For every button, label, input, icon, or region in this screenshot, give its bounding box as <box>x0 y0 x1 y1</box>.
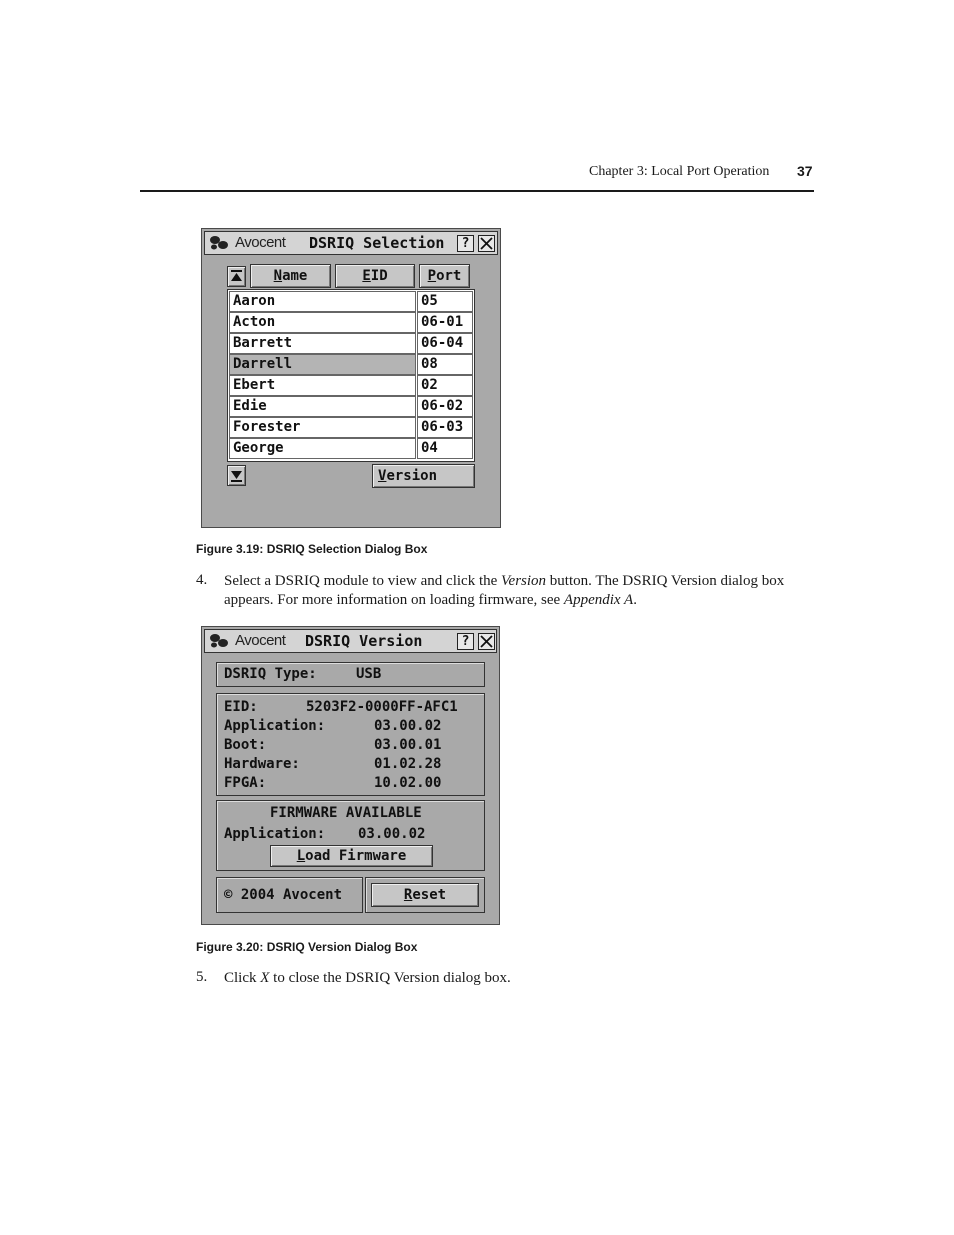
load-firmware-button[interactable]: Load Firmware <box>270 845 433 867</box>
step-5-text <box>224 969 824 988</box>
dsriq-type-group <box>216 662 485 687</box>
list-item-port[interactable]: 02 <box>417 375 473 396</box>
dsriq-version-dialog <box>201 626 500 925</box>
list-item-port[interactable]: 06-03 <box>417 417 473 438</box>
dialog-title: DSRIQ Version <box>305 632 423 650</box>
dsriq-type-label: DSRIQ Type: <box>224 666 317 682</box>
info-value: 10.02.00 <box>374 775 442 791</box>
info-value: 5203F2-0000FF-AFC1 <box>306 699 458 715</box>
header-rule <box>140 190 814 192</box>
reset-group <box>365 877 485 913</box>
firmware-heading: FIRMWARE AVAILABLE <box>270 805 422 821</box>
column-header-name[interactable]: Name <box>250 264 331 288</box>
close-button[interactable] <box>478 633 495 650</box>
column-header-port[interactable]: Port <box>419 264 470 288</box>
info-value: 01.02.28 <box>374 756 442 772</box>
header-chapter: Chapter 3: Local Port Operation <box>589 164 770 179</box>
list-item-port[interactable]: 06-01 <box>417 312 473 333</box>
help-button[interactable]: ? <box>457 633 474 650</box>
step-4-version-ref: Version <box>501 573 547 589</box>
list-item-name[interactable]: Darrell <box>229 354 416 375</box>
list-item-name[interactable]: Edie <box>229 396 416 417</box>
step-4-text <box>224 572 824 610</box>
list-item-name[interactable]: George <box>229 438 416 459</box>
list-item-port[interactable]: 05 <box>417 291 473 312</box>
step-4-appendix-ref: Appendix A <box>563 592 634 608</box>
column-header-eid[interactable]: EID <box>335 264 415 288</box>
arrow-down-icon <box>228 466 245 485</box>
list-item-port[interactable]: 06-02 <box>417 396 473 417</box>
help-button[interactable]: ? <box>457 235 474 252</box>
list-item-name[interactable]: Ebert <box>229 375 416 396</box>
avocent-logo-text: Avocent <box>235 632 286 649</box>
list-item-name[interactable]: Forester <box>229 417 416 438</box>
firmware-available-group <box>216 800 485 871</box>
arrow-up-icon <box>228 267 245 286</box>
dsriq-selection-dialog <box>201 228 501 528</box>
firmware-application-label: Application: <box>224 826 326 842</box>
scroll-up-button[interactable] <box>227 266 246 287</box>
step-5-text-b: to close the DSRIQ Version dialog box. <box>269 970 511 986</box>
step-5-number: 5. <box>196 969 208 985</box>
page-number: 37 <box>797 163 813 179</box>
step-5-text-a: Click <box>224 970 261 986</box>
list-item-name[interactable]: Acton <box>229 312 416 333</box>
version-button[interactable]: Version <box>372 464 475 488</box>
selection-titlebar <box>204 231 498 255</box>
step-5-x-ref: X <box>260 970 270 986</box>
info-label: FPGA: <box>224 775 267 791</box>
step-4-text-b: button. The DSRIQ Version dialog box appears. For more information on loading firmware, see <box>224 573 785 608</box>
info-label: Boot: <box>224 737 267 753</box>
dsriq-list <box>227 289 475 462</box>
avocent-logo-text: Avocent <box>235 234 286 251</box>
info-label: EID: <box>224 699 258 715</box>
figure-caption-3-20: Figure 3.20: DSRIQ Version Dialog Box <box>196 940 418 954</box>
list-item-name[interactable]: Barrett <box>229 333 416 354</box>
info-label: Application: <box>224 718 326 734</box>
info-value: 03.00.02 <box>374 718 442 734</box>
reset-button[interactable]: Reset <box>371 883 479 907</box>
step-4-text-c: . <box>633 592 637 608</box>
dialog-title: DSRIQ Selection <box>309 234 445 252</box>
avocent-logo-icon <box>208 234 230 252</box>
list-item-port[interactable]: 08 <box>417 354 473 375</box>
info-label: Hardware: <box>224 756 300 772</box>
avocent-logo-icon <box>208 632 230 650</box>
version-info-group <box>216 693 485 796</box>
scroll-down-button[interactable] <box>227 465 246 486</box>
close-icon <box>479 634 494 649</box>
step-4-text-a: Select a DSRIQ module to view and click the <box>224 573 502 589</box>
info-value: 03.00.01 <box>374 737 442 753</box>
firmware-application-value: 03.00.02 <box>358 826 426 842</box>
dsriq-type-value: USB <box>356 666 382 682</box>
list-item-name[interactable]: Aaron <box>229 291 416 312</box>
copyright-text: © 2004 Avocent <box>224 887 343 903</box>
figure-caption-3-19: Figure 3.19: DSRIQ Selection Dialog Box <box>196 542 428 556</box>
list-item-port[interactable]: 04 <box>417 438 473 459</box>
close-button[interactable] <box>478 235 495 252</box>
list-item-port[interactable]: 06-04 <box>417 333 473 354</box>
step-4-number: 4. <box>196 572 208 588</box>
close-icon <box>479 236 494 251</box>
version-titlebar <box>204 629 497 653</box>
copyright-group <box>216 877 363 913</box>
